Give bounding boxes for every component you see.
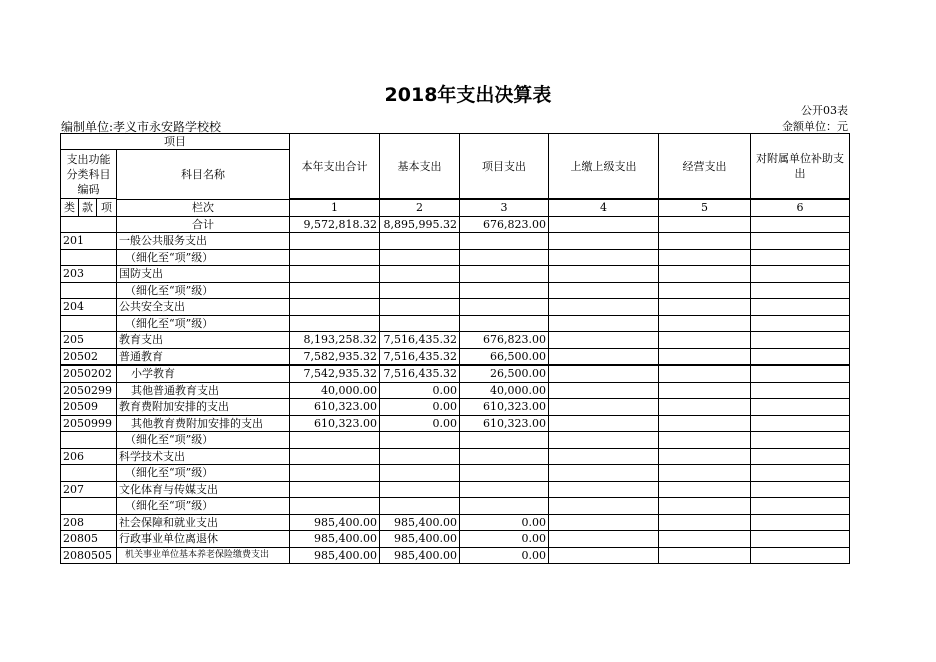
total-value xyxy=(751,216,850,233)
row-value xyxy=(549,498,659,515)
header-total: 本年支出合计 xyxy=(290,134,380,199)
row-value: 610,323.00 xyxy=(460,415,549,432)
row-value xyxy=(659,448,751,465)
row-value: 985,400.00 xyxy=(380,547,460,564)
row-code xyxy=(61,498,117,515)
row-value xyxy=(659,498,751,515)
row-subject-name: 教育费附加安排的支出 xyxy=(117,399,290,416)
header-code-group: 支出功能分类科目编码 xyxy=(61,150,117,199)
total-value xyxy=(659,216,751,233)
row-value xyxy=(460,315,549,332)
reporting-unit: 编制单位:孝义市永安路学校校 xyxy=(61,120,222,134)
table-row xyxy=(61,547,850,564)
row-subject-name: 教育支出 xyxy=(117,332,290,349)
row-value xyxy=(549,514,659,531)
row-value xyxy=(549,415,659,432)
row-value xyxy=(751,432,850,449)
row-code: 20805 xyxy=(61,531,117,548)
table-row xyxy=(61,498,850,515)
row-index-label: 栏次 xyxy=(117,200,290,217)
row-subject-name: 公共安全支出 xyxy=(117,299,290,316)
row-value xyxy=(659,249,751,266)
row-value xyxy=(751,498,850,515)
table-row xyxy=(61,315,850,332)
row-value xyxy=(659,531,751,548)
row-value: 0.00 xyxy=(460,514,549,531)
row-subject-name: 社会保障和就业支出 xyxy=(117,514,290,531)
row-value xyxy=(380,233,460,250)
row-value xyxy=(751,233,850,250)
row-value xyxy=(380,315,460,332)
table-row xyxy=(61,266,850,283)
row-value: 7,516,435.32 xyxy=(380,332,460,349)
row-value xyxy=(549,382,659,399)
total-value xyxy=(549,216,659,233)
row-value xyxy=(549,547,659,564)
total-value: 8,895,995.32 xyxy=(380,216,460,233)
col-number-3: 3 xyxy=(460,200,549,217)
row-code: 204 xyxy=(61,299,117,316)
row-code xyxy=(61,432,117,449)
row-value xyxy=(460,249,549,266)
row-value xyxy=(380,498,460,515)
row-value: 40,000.00 xyxy=(290,382,380,399)
row-value xyxy=(380,448,460,465)
row-subject-name: 其他教育费附加安排的支出 xyxy=(117,415,290,432)
row-subject-name: （细化至“项”级） xyxy=(117,282,290,299)
row-value xyxy=(659,514,751,531)
row-value xyxy=(659,332,751,349)
row-value xyxy=(659,399,751,416)
row-value xyxy=(290,465,380,482)
form-number: 公开03表 xyxy=(801,104,848,117)
row-code: 205 xyxy=(61,332,117,349)
col-number-6: 6 xyxy=(751,200,850,217)
row-value xyxy=(549,481,659,498)
row-value xyxy=(751,415,850,432)
row-value: 985,400.00 xyxy=(380,514,460,531)
row-code: 2050299 xyxy=(61,382,117,399)
row-value xyxy=(659,415,751,432)
total-row xyxy=(61,216,850,233)
row-code: 201 xyxy=(61,233,117,250)
row-value: 7,516,435.32 xyxy=(380,348,460,365)
row-value xyxy=(380,465,460,482)
row-code: 206 xyxy=(61,448,117,465)
row-value: 8,193,258.32 xyxy=(290,332,380,349)
row-value xyxy=(549,399,659,416)
table-row xyxy=(61,514,850,531)
row-value: 985,400.00 xyxy=(290,514,380,531)
amount-unit: 金额单位：元 xyxy=(782,120,848,133)
table-row xyxy=(61,332,850,349)
row-code: 2080505 xyxy=(61,547,117,564)
row-value xyxy=(659,465,751,482)
col-number-5: 5 xyxy=(659,200,751,217)
row-code xyxy=(61,282,117,299)
row-value: 985,400.00 xyxy=(290,531,380,548)
row-value: 26,500.00 xyxy=(460,365,549,382)
row-value: 0.00 xyxy=(380,399,460,416)
header-project-spend: 项目支出 xyxy=(460,134,549,199)
row-value xyxy=(290,448,380,465)
table-row xyxy=(61,282,850,299)
row-value xyxy=(751,514,850,531)
row-value xyxy=(380,432,460,449)
row-code: 2050202 xyxy=(61,365,117,382)
total-value: 9,572,818.32 xyxy=(290,216,380,233)
row-value xyxy=(659,299,751,316)
row-value xyxy=(659,282,751,299)
row-value xyxy=(380,481,460,498)
row-code: 203 xyxy=(61,266,117,283)
row-value xyxy=(659,382,751,399)
row-value: 7,516,435.32 xyxy=(380,365,460,382)
row-value xyxy=(460,233,549,250)
row-value xyxy=(751,282,850,299)
row-value xyxy=(751,332,850,349)
row-value xyxy=(751,547,850,564)
row-value xyxy=(659,365,751,382)
row-value: 0.00 xyxy=(380,415,460,432)
row-value xyxy=(751,448,850,465)
row-value xyxy=(290,498,380,515)
row-value: 610,323.00 xyxy=(290,415,380,432)
row-value xyxy=(659,547,751,564)
table-row xyxy=(61,432,850,449)
row-value xyxy=(380,249,460,266)
row-value xyxy=(549,332,659,349)
row-subject-name: （细化至“项”级） xyxy=(117,315,290,332)
header-subsidy: 对附属单位补助支出 xyxy=(751,134,850,199)
row-value: 66,500.00 xyxy=(460,348,549,365)
row-value xyxy=(290,315,380,332)
row-value xyxy=(290,481,380,498)
row-value xyxy=(549,348,659,365)
row-value xyxy=(751,266,850,283)
row-value: 610,323.00 xyxy=(290,399,380,416)
row-value: 0.00 xyxy=(460,547,549,564)
total-value: 676,823.00 xyxy=(460,216,549,233)
row-subject-name: （细化至“项”级） xyxy=(117,465,290,482)
row-subject-name: 小学教育 xyxy=(117,365,290,382)
row-subject-name: （细化至“项”级） xyxy=(117,249,290,266)
row-value xyxy=(659,432,751,449)
header-project: 项目 xyxy=(61,134,290,150)
row-value xyxy=(460,448,549,465)
row-subject-name: 一般公共服务支出 xyxy=(117,233,290,250)
row-subject-name: 国防支出 xyxy=(117,266,290,283)
table-row xyxy=(61,249,850,266)
col-number-1: 1 xyxy=(290,200,380,217)
row-value xyxy=(751,348,850,365)
row-value xyxy=(460,432,549,449)
row-value xyxy=(751,299,850,316)
row-code: 207 xyxy=(61,481,117,498)
row-value xyxy=(751,465,850,482)
row-subject-name: 普通教育 xyxy=(117,348,290,365)
row-code: 208 xyxy=(61,514,117,531)
row-value: 985,400.00 xyxy=(380,531,460,548)
row-code: 20509 xyxy=(61,399,117,416)
row-value xyxy=(751,365,850,382)
header-subject-name: 科目名称 xyxy=(117,150,290,200)
row-value xyxy=(380,299,460,316)
row-value xyxy=(290,282,380,299)
total-label: 合计 xyxy=(117,216,290,233)
header-basic: 基本支出 xyxy=(380,134,460,199)
row-subject-name: 机关事业单位基本养老保险缴费支出 xyxy=(117,547,290,564)
row-value: 985,400.00 xyxy=(290,547,380,564)
row-code xyxy=(61,249,117,266)
header-lei: 类 xyxy=(61,199,79,217)
row-value xyxy=(460,498,549,515)
row-code xyxy=(61,465,117,482)
row-value xyxy=(659,315,751,332)
row-value xyxy=(549,266,659,283)
row-value xyxy=(751,382,850,399)
row-value: 40,000.00 xyxy=(460,382,549,399)
row-value: 676,823.00 xyxy=(460,332,549,349)
row-value xyxy=(549,365,659,382)
row-code: 2050999 xyxy=(61,415,117,432)
row-subject-name: 文化体育与传媒支出 xyxy=(117,481,290,498)
row-value xyxy=(460,465,549,482)
row-value xyxy=(549,282,659,299)
table-row xyxy=(61,348,850,365)
row-value xyxy=(659,233,751,250)
header-xiang: 项 xyxy=(97,199,117,217)
row-value xyxy=(751,481,850,498)
table-row xyxy=(61,299,850,316)
table-row xyxy=(61,382,850,399)
row-value xyxy=(460,481,549,498)
row-value xyxy=(460,266,549,283)
row-subject-name: 其他普通教育支出 xyxy=(117,382,290,399)
row-value: 7,582,935.32 xyxy=(290,348,380,365)
header-kuan: 款 xyxy=(79,199,97,217)
row-value xyxy=(549,249,659,266)
table-row xyxy=(61,481,850,498)
row-value xyxy=(549,299,659,316)
table-row xyxy=(61,399,850,416)
row-value xyxy=(380,282,460,299)
header-upper: 上缴上级支出 xyxy=(549,134,659,199)
row-value xyxy=(549,531,659,548)
expenditure-table xyxy=(60,133,850,564)
row-value xyxy=(290,266,380,283)
row-value xyxy=(549,432,659,449)
row-value xyxy=(549,465,659,482)
table-row xyxy=(61,365,850,382)
row-value: 0.00 xyxy=(380,382,460,399)
row-value xyxy=(659,348,751,365)
row-value xyxy=(290,233,380,250)
row-code: 20502 xyxy=(61,348,117,365)
row-code xyxy=(61,315,117,332)
table-row xyxy=(61,233,850,250)
table-row xyxy=(61,531,850,548)
row-subject-name: 科学技术支出 xyxy=(117,448,290,465)
row-value: 610,323.00 xyxy=(460,399,549,416)
table-row xyxy=(61,415,850,432)
col-number-2: 2 xyxy=(380,200,460,217)
header-business: 经营支出 xyxy=(659,134,751,199)
table-row xyxy=(61,465,850,482)
row-value xyxy=(659,266,751,283)
row-value xyxy=(659,481,751,498)
row-value xyxy=(751,249,850,266)
row-value xyxy=(549,315,659,332)
col-number-4: 4 xyxy=(549,200,659,217)
page-title: 2018年支出决算表 xyxy=(384,84,552,106)
row-subject-name: 行政事业单位离退休 xyxy=(117,531,290,548)
table-row xyxy=(61,448,850,465)
row-value xyxy=(751,531,850,548)
row-value xyxy=(549,233,659,250)
row-value xyxy=(751,399,850,416)
row-value xyxy=(380,266,460,283)
row-subject-name: （细化至“项”级） xyxy=(117,432,290,449)
row-value xyxy=(290,299,380,316)
row-value xyxy=(549,448,659,465)
row-value xyxy=(290,249,380,266)
row-subject-name: （细化至“项”级） xyxy=(117,498,290,515)
row-value xyxy=(751,315,850,332)
row-value: 0.00 xyxy=(460,531,549,548)
row-value xyxy=(290,432,380,449)
row-value: 7,542,935.32 xyxy=(290,365,380,382)
row-value xyxy=(460,299,549,316)
row-value xyxy=(460,282,549,299)
